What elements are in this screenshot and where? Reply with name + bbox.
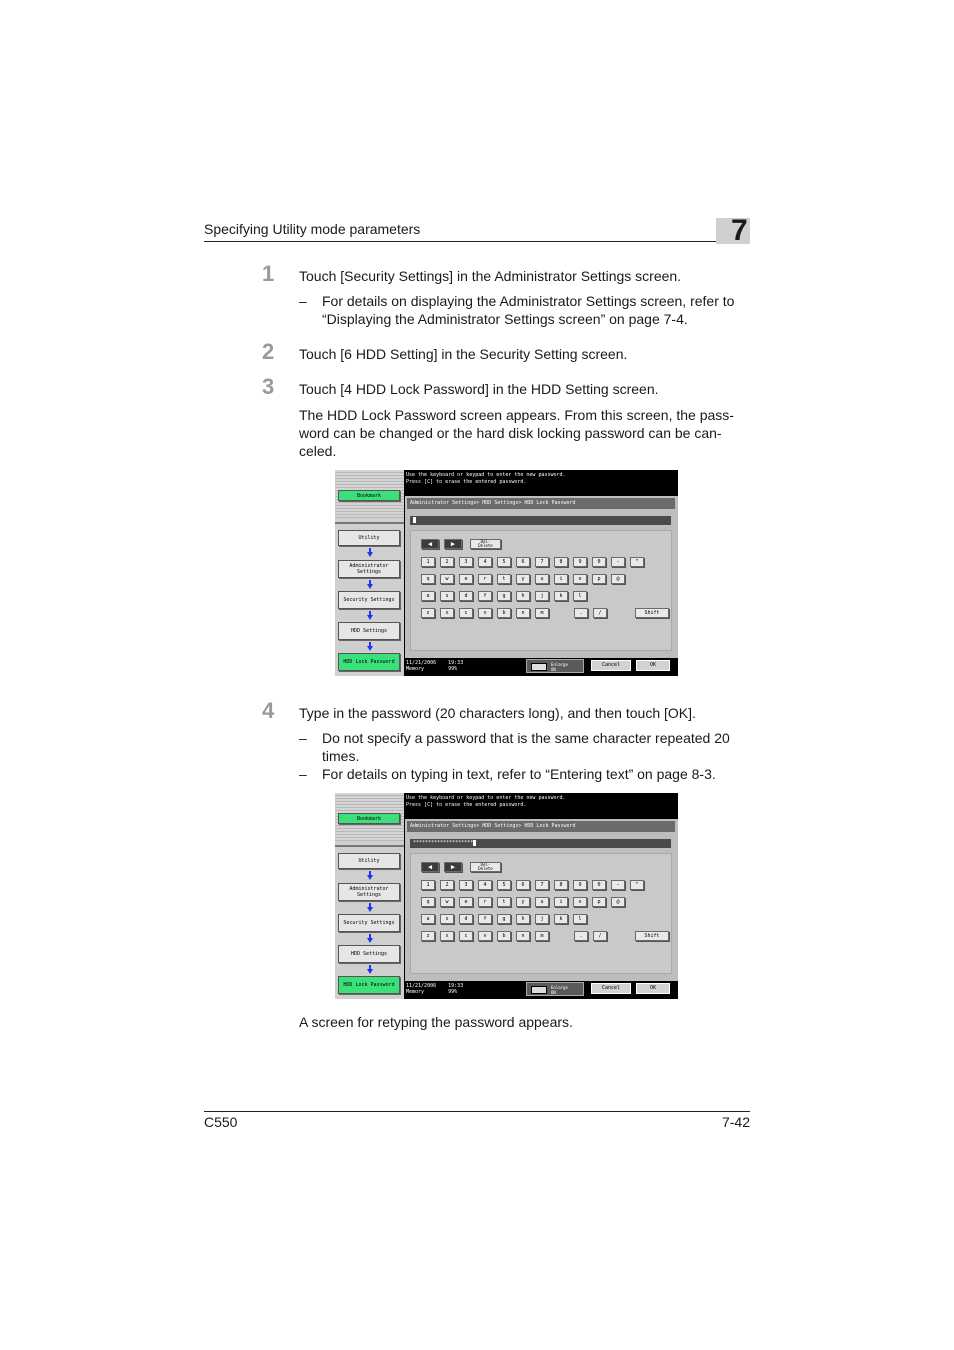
utility-button[interactable]: Utility (338, 853, 400, 869)
down-arrow-icon (367, 969, 373, 974)
key-s[interactable]: s (440, 914, 454, 924)
administrator-settings-button[interactable]: Administrator Settings (338, 560, 400, 578)
memory-label: Memory (406, 666, 425, 672)
screen-sidebar (335, 793, 404, 999)
hdd-lock-password-button[interactable]: HDD Lock Password (338, 976, 400, 994)
screen-main (405, 819, 678, 981)
cursor-left-key[interactable]: ◀ (421, 862, 439, 872)
utility-button[interactable]: Utility (338, 530, 400, 546)
key-@[interactable]: @ (611, 574, 625, 584)
key-period[interactable]: . (574, 608, 588, 618)
down-arrow-icon (367, 615, 373, 620)
key-p[interactable]: p (592, 574, 606, 584)
key-o[interactable]: o (573, 574, 587, 584)
status-time: 19:33 (448, 660, 464, 666)
key-d[interactable]: d (459, 914, 473, 924)
key--[interactable]: - (611, 557, 625, 567)
running-header-title: Specifying Utility mode parameters (204, 221, 421, 237)
enlarge-display-button[interactable] (526, 659, 584, 673)
delete-key[interactable]: Del- Delete (470, 539, 501, 549)
on-screen-keyboard (410, 853, 672, 974)
on-screen-keyboard (410, 530, 672, 651)
password-input[interactable] (410, 839, 671, 848)
administrator-settings-button[interactable]: Administrator Settings (338, 883, 400, 901)
message-line: Press [C] to erase the entered password. (406, 802, 527, 808)
key-e[interactable]: e (459, 574, 473, 584)
key-4[interactable]: 4 (478, 557, 492, 567)
key-t[interactable]: t (497, 574, 511, 584)
screen-message (406, 795, 676, 809)
key-s[interactable]: s (440, 591, 454, 601)
key-f[interactable]: f (478, 914, 492, 924)
device-screen-filled (335, 793, 678, 999)
step-number: 2 (262, 339, 275, 364)
status-date: 11/21/2006 (406, 660, 437, 666)
key-t[interactable]: t (497, 897, 511, 907)
key-9[interactable]: 9 (573, 880, 587, 890)
device-screen-empty (335, 470, 678, 676)
hdd-settings-button[interactable]: HDD Settings (338, 945, 400, 963)
password-value: ******************** (413, 840, 474, 846)
bullet-dash: – (299, 730, 307, 746)
screen-sidebar (335, 470, 404, 676)
key-w[interactable]: w (440, 574, 454, 584)
footer-page-number: 7-42 (721, 1114, 750, 1130)
key-m[interactable]: m (535, 608, 549, 618)
key-p[interactable]: p (592, 897, 606, 907)
key-v[interactable]: v (478, 931, 492, 941)
password-input[interactable] (410, 516, 671, 525)
key-7[interactable]: 7 (535, 557, 549, 567)
key-x[interactable]: x (440, 608, 454, 618)
key-3[interactable]: 3 (459, 880, 473, 890)
security-settings-button[interactable]: Security Settings (338, 591, 400, 609)
key-u[interactable]: u (535, 897, 549, 907)
memory-value: 99% (448, 989, 458, 995)
message-line: Press [C] to erase the entered password. (406, 479, 527, 485)
status-bar (405, 981, 678, 999)
delete-key[interactable]: Del- Delete (470, 862, 501, 872)
status-info (406, 660, 463, 672)
key-q[interactable]: q (421, 574, 435, 584)
cancel-button[interactable]: Cancel (591, 660, 631, 671)
key-l[interactable]: l (573, 914, 587, 924)
closing-text: A screen for retyping the password appears. (299, 1014, 573, 1030)
down-arrow-icon (367, 584, 373, 589)
bookmark-button[interactable]: Bookmark (338, 813, 400, 824)
key-2[interactable]: 2 (440, 557, 454, 567)
screen-main (405, 496, 678, 658)
text-caret (473, 840, 476, 846)
key-6[interactable]: 6 (516, 557, 530, 567)
key-r[interactable]: r (478, 574, 492, 584)
status-date: 11/21/2006 (406, 983, 437, 989)
key-8[interactable]: 8 (554, 557, 568, 567)
key-m[interactable]: m (535, 931, 549, 941)
screen-message (406, 472, 676, 486)
breadcrumb: Administrator Settings> HDD Settings> HDD Lock Password (407, 498, 675, 509)
key-o[interactable]: o (573, 897, 587, 907)
key-q[interactable]: q (421, 897, 435, 907)
text-caret (413, 517, 416, 523)
key-c[interactable]: c (459, 931, 473, 941)
key-0[interactable]: 0 (592, 557, 606, 567)
key-^[interactable]: ^ (630, 557, 644, 567)
down-arrow-icon (367, 552, 373, 557)
ok-button[interactable]: OK (636, 983, 670, 994)
memory-value: 99% (448, 666, 458, 672)
key-v[interactable]: v (478, 608, 492, 618)
key-h[interactable]: h (516, 591, 530, 601)
key-n[interactable]: n (516, 931, 530, 941)
step-bullet: Do not specify a password that is the same character repeated 20 times. (322, 730, 730, 764)
key-^[interactable]: ^ (630, 880, 644, 890)
step-text: Touch [6 HDD Setting] in the Security Setting screen. (299, 346, 628, 362)
ok-button[interactable]: OK (636, 660, 670, 671)
key-b[interactable]: b (497, 931, 511, 941)
step-text: Type in the password (20 characters long), and then touch [OK]. (299, 705, 696, 721)
step-bullet: For details on displaying the Administrator Settings screen, refer to “Displaying the Administrator Settings screen” on page 7-4. (322, 293, 735, 327)
key-9[interactable]: 9 (573, 557, 587, 567)
key--[interactable]: - (611, 880, 625, 890)
hdd-lock-password-button[interactable]: HDD Lock Password (338, 653, 400, 671)
key-8[interactable]: 8 (554, 880, 568, 890)
enlarge-display-button[interactable] (526, 982, 584, 996)
key-j[interactable]: j (535, 914, 549, 924)
key-y[interactable]: y (516, 897, 530, 907)
step-bullet: For details on typing in text, refer to “Entering text” on page 8-3. (322, 766, 716, 782)
key-k[interactable]: k (554, 591, 568, 601)
down-arrow-icon (367, 938, 373, 943)
bookmark-button[interactable]: Bookmark (338, 490, 400, 501)
key-a[interactable]: a (421, 591, 435, 601)
key-l[interactable]: l (573, 591, 587, 601)
key-period[interactable]: . (574, 931, 588, 941)
key-r[interactable]: r (478, 897, 492, 907)
shift-key[interactable]: Shift (635, 931, 669, 941)
status-bar (405, 658, 678, 676)
step-number: 3 (262, 374, 275, 399)
cursor-left-key[interactable]: ◀ (421, 539, 439, 549)
key-b[interactable]: b (497, 608, 511, 618)
key-5[interactable]: 5 (497, 880, 511, 890)
key-1[interactable]: 1 (421, 557, 435, 567)
key-3[interactable]: 3 (459, 557, 473, 567)
key-g[interactable]: g (497, 591, 511, 601)
enlarge-label: Enlarge ON (551, 985, 568, 995)
key-i[interactable]: i (554, 897, 568, 907)
security-settings-button[interactable]: Security Settings (338, 914, 400, 932)
key-n[interactable]: n (516, 608, 530, 618)
key-y[interactable]: y (516, 574, 530, 584)
key-g[interactable]: g (497, 914, 511, 924)
footer-model: C550 (204, 1114, 238, 1130)
step-text: Touch [4 HDD Lock Password] in the HDD Setting screen. (299, 381, 659, 397)
enlarge-label: Enlarge ON (551, 662, 568, 672)
cancel-button[interactable]: Cancel (591, 983, 631, 994)
step-note: The HDD Lock Password screen appears. From this screen, the pass-word can be changed or the hard disk locking password can be can-celed. (299, 407, 734, 459)
key-5[interactable]: 5 (497, 557, 511, 567)
key-w[interactable]: w (440, 897, 454, 907)
key-z[interactable]: z (421, 931, 435, 941)
status-info (406, 983, 463, 995)
header-rule (204, 241, 750, 242)
cursor-right-key[interactable]: ▶ (444, 862, 462, 872)
step-number: 4 (262, 698, 275, 723)
key-0[interactable]: 0 (592, 880, 606, 890)
key-c[interactable]: c (459, 608, 473, 618)
key-a[interactable]: a (421, 914, 435, 924)
key-4[interactable]: 4 (478, 880, 492, 890)
message-line: Use the keyboard or keypad to enter the new password. (406, 472, 566, 478)
down-arrow-icon (367, 875, 373, 880)
key-i[interactable]: i (554, 574, 568, 584)
key-d[interactable]: d (459, 591, 473, 601)
key-slash[interactable]: / (593, 608, 607, 618)
bullet-dash: – (299, 766, 307, 782)
key-x[interactable]: x (440, 931, 454, 941)
memory-label: Memory (406, 989, 425, 995)
footer-rule (204, 1111, 750, 1112)
key-slash[interactable]: / (593, 931, 607, 941)
enlarge-icon (531, 663, 547, 671)
key-k[interactable]: k (554, 914, 568, 924)
down-arrow-icon (367, 646, 373, 651)
key-z[interactable]: z (421, 608, 435, 618)
cursor-right-key[interactable]: ▶ (444, 539, 462, 549)
key-1[interactable]: 1 (421, 880, 435, 890)
bullet-dash: – (299, 293, 307, 309)
key-h[interactable]: h (516, 914, 530, 924)
status-time: 19:33 (448, 983, 464, 989)
key-@[interactable]: @ (611, 897, 625, 907)
shift-key[interactable]: Shift (635, 608, 669, 618)
step-number: 1 (262, 261, 275, 286)
key-u[interactable]: u (535, 574, 549, 584)
key-j[interactable]: j (535, 591, 549, 601)
hdd-settings-button[interactable]: HDD Settings (338, 622, 400, 640)
key-e[interactable]: e (459, 897, 473, 907)
key-6[interactable]: 6 (516, 880, 530, 890)
breadcrumb: Administrator Settings> HDD Settings> HDD Lock Password (407, 821, 675, 832)
enlarge-icon (531, 986, 547, 994)
down-arrow-icon (367, 907, 373, 912)
key-7[interactable]: 7 (535, 880, 549, 890)
key-2[interactable]: 2 (440, 880, 454, 890)
message-line: Use the keyboard or keypad to enter the new password. (406, 795, 566, 801)
chapter-number: 7 (731, 214, 748, 247)
key-f[interactable]: f (478, 591, 492, 601)
step-text: Touch [Security Settings] in the Administrator Settings screen. (299, 268, 682, 284)
